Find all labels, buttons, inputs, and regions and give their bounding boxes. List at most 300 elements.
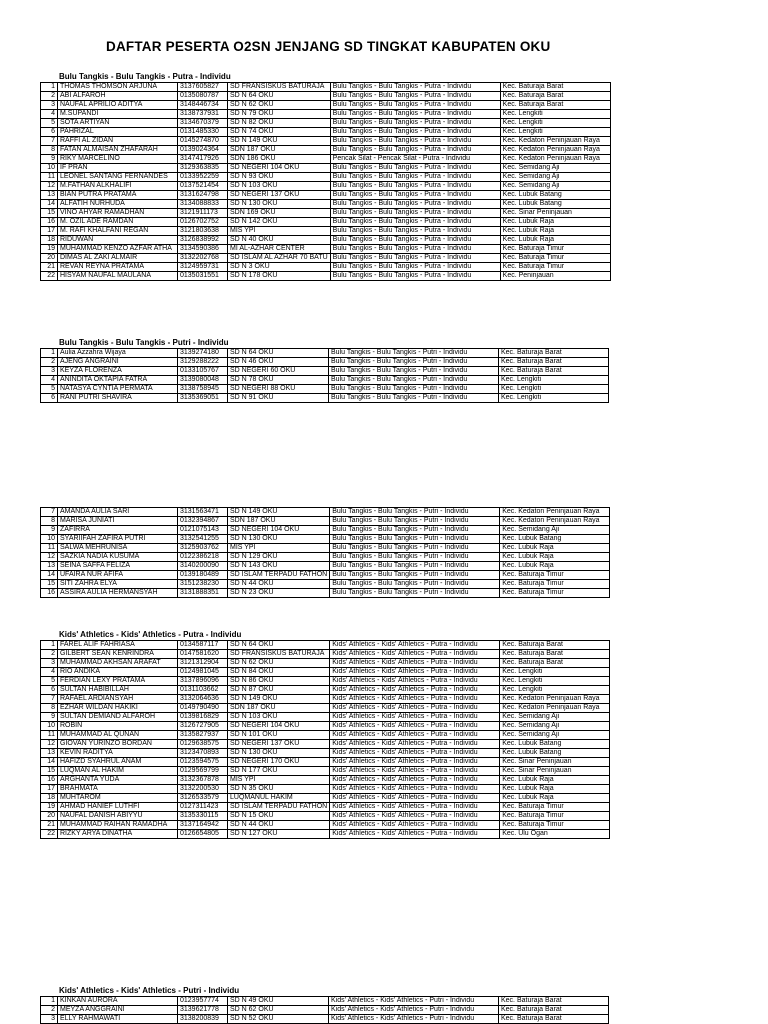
competition-category-cell: Kids' Athletics - Kids' Athletics - Putra - Individu bbox=[330, 830, 500, 839]
participant-name-cell: M. OZIL ADE RAMDAN bbox=[58, 218, 178, 227]
competition-category-cell: Kids' Athletics - Kids' Athletics - Putra - Individu bbox=[330, 776, 500, 785]
row-number-cell: 12 bbox=[41, 740, 58, 749]
row-number-cell: 4 bbox=[41, 110, 58, 119]
school-name-cell: SD N 49 OKU bbox=[228, 997, 329, 1006]
table-row bbox=[41, 650, 610, 659]
participant-name-cell: DIMAS AL ZAKI ALMAIR bbox=[58, 254, 178, 263]
participant-name-cell: KEYZA FLORENZA bbox=[58, 367, 178, 376]
section-title: Bulu Tangkis - Bulu Tangkis - Putra - Individu bbox=[59, 72, 231, 81]
school-name-cell: SD ISLAM TERPADU FATHON bbox=[228, 803, 330, 812]
row-number-cell: 3 bbox=[41, 367, 58, 376]
row-number-cell: 2 bbox=[41, 1006, 58, 1015]
table-row bbox=[41, 794, 610, 803]
page-title: DAFTAR PESERTA O2SN JENJANG SD TINGKAT KABUPATEN OKU bbox=[106, 39, 551, 54]
district-cell: Kec. Lubuk Raja bbox=[500, 562, 610, 571]
row-number-cell: 22 bbox=[41, 830, 58, 839]
row-number-cell: 15 bbox=[41, 209, 58, 218]
participant-name-cell: ALFATIH NURHUDA bbox=[58, 200, 178, 209]
district-cell: Kec. Sinar Peninjauan bbox=[500, 767, 610, 776]
participant-name-cell: REVAN REYNA PRATAMA bbox=[58, 263, 178, 272]
school-name-cell: SD N 64 OKU bbox=[228, 92, 331, 101]
competition-category-cell: Bulu Tangkis - Bulu Tangkis - Putra - Individu bbox=[330, 164, 500, 173]
district-cell: Kec. Lubuk Raja bbox=[500, 236, 610, 245]
school-name-cell: SD N 93 OKU bbox=[228, 173, 331, 182]
participant-name-cell: ARGHANTA YUDA bbox=[58, 776, 178, 785]
competition-category-cell: Bulu Tangkis - Bulu Tangkis - Putri - Individu bbox=[329, 367, 499, 376]
district-cell: Kec. Baturaja Barat bbox=[499, 1015, 609, 1024]
district-cell: Kec. Kedaton Peninjauan Raya bbox=[500, 137, 610, 146]
table-row bbox=[41, 659, 610, 668]
school-name-cell: SD N 149 OKU bbox=[228, 508, 330, 517]
table-row bbox=[41, 758, 610, 767]
participant-name-cell: ELLY RAHMAWATI bbox=[58, 1015, 178, 1024]
participant-name-cell: LEONEL SANTANG FERNANDES bbox=[58, 173, 178, 182]
nisn-cell: 3138200839 bbox=[178, 1015, 228, 1024]
participant-name-cell: SULTAN HABIBILLAH bbox=[58, 686, 178, 695]
table-row bbox=[41, 245, 611, 254]
nisn-cell: 3131563471 bbox=[178, 508, 228, 517]
table-row bbox=[41, 236, 611, 245]
participant-name-cell: FERDIAN LEXY PRATAMA bbox=[58, 677, 178, 686]
competition-category-cell: Kids' Athletics - Kids' Athletics - Putra - Individu bbox=[330, 686, 500, 695]
row-number-cell: 1 bbox=[41, 83, 58, 92]
school-name-cell: SD NEGERI 137 OKU bbox=[228, 740, 330, 749]
district-cell: Kec. Baturaja Timur bbox=[500, 571, 610, 580]
table-row bbox=[41, 776, 610, 785]
row-number-cell: 5 bbox=[41, 119, 58, 128]
competition-category-cell: Bulu Tangkis - Bulu Tangkis - Putri - Individu bbox=[329, 394, 499, 403]
competition-category-cell: Pencak Silat - Pencak Silat - Putra - Individu bbox=[330, 155, 500, 164]
table-row bbox=[41, 101, 611, 110]
district-cell: Kec. Baturaja Timur bbox=[500, 580, 610, 589]
school-name-cell: SD N 78 OKU bbox=[228, 376, 329, 385]
table-row bbox=[41, 668, 610, 677]
row-number-cell: 9 bbox=[41, 713, 58, 722]
nisn-cell: 0135080787 bbox=[178, 92, 228, 101]
competition-category-cell: Bulu Tangkis - Bulu Tangkis - Putra - Individu bbox=[330, 83, 500, 92]
district-cell: Kec. Baturaja Barat bbox=[500, 659, 610, 668]
table-row bbox=[41, 1015, 609, 1024]
table-row bbox=[41, 722, 610, 731]
row-number-cell: 10 bbox=[41, 535, 58, 544]
nisn-cell: 0131485330 bbox=[178, 128, 228, 137]
participant-name-cell: AJENG ANGRAINI bbox=[58, 358, 178, 367]
school-name-cell: SD NEGERI 170 OKU bbox=[228, 758, 330, 767]
competition-category-cell: Bulu Tangkis - Bulu Tangkis - Putra - Individu bbox=[330, 245, 500, 254]
nisn-cell: 3131624798 bbox=[178, 191, 228, 200]
district-cell: Kec. Semidang Aji bbox=[500, 722, 610, 731]
competition-category-cell: Bulu Tangkis - Bulu Tangkis - Putri - Individu bbox=[329, 349, 499, 358]
participant-name-cell: M. RAFI KHALFANI REGAN bbox=[58, 227, 178, 236]
competition-category-cell: Bulu Tangkis - Bulu Tangkis - Putri - Individu bbox=[330, 553, 500, 562]
competition-category-cell: Bulu Tangkis - Bulu Tangkis - Putri - Individu bbox=[329, 385, 499, 394]
school-name-cell: SD N 149 OKU bbox=[228, 137, 331, 146]
competition-category-cell: Bulu Tangkis - Bulu Tangkis - Putri - Individu bbox=[329, 376, 499, 385]
competition-category-cell: Bulu Tangkis - Bulu Tangkis - Putra - Individu bbox=[330, 137, 500, 146]
row-number-cell: 16 bbox=[41, 218, 58, 227]
competition-category-cell: Kids' Athletics - Kids' Athletics - Putra - Individu bbox=[330, 785, 500, 794]
table-row bbox=[41, 589, 610, 598]
school-name-cell: SDN 169 OKU bbox=[228, 209, 331, 218]
table-row bbox=[41, 83, 611, 92]
school-name-cell: SD N 86 OKU bbox=[228, 677, 330, 686]
district-cell: Kec. Lubuk Batang bbox=[500, 191, 610, 200]
district-cell: Kec. Kedaton Peninjauan Raya bbox=[500, 704, 610, 713]
district-cell: Kec. Baturaja Timur bbox=[500, 821, 610, 830]
participant-name-cell: NAUFAL DANISH ABIYYU bbox=[58, 812, 178, 821]
participant-name-cell: PAHRIZAL bbox=[58, 128, 178, 137]
row-number-cell: 20 bbox=[41, 254, 58, 263]
nisn-cell: 3139621778 bbox=[178, 1006, 228, 1015]
row-number-cell: 20 bbox=[41, 812, 58, 821]
district-cell: Kec. Baturaja Barat bbox=[499, 1006, 609, 1015]
table-row bbox=[41, 553, 610, 562]
school-name-cell: SD N 52 OKU bbox=[228, 1015, 329, 1024]
participant-name-cell: NAUFAL APRILIO ADITYA bbox=[58, 101, 178, 110]
competition-category-cell: Bulu Tangkis - Bulu Tangkis - Putri - Individu bbox=[329, 358, 499, 367]
district-cell: Kec. Baturaja Barat bbox=[499, 997, 609, 1006]
row-number-cell: 14 bbox=[41, 200, 58, 209]
competition-category-cell: Kids' Athletics - Kids' Athletics - Putri - Individu bbox=[329, 1015, 499, 1024]
district-cell: Kec. Baturaja Timur bbox=[500, 245, 610, 254]
competition-category-cell: Kids' Athletics - Kids' Athletics - Putra - Individu bbox=[330, 767, 500, 776]
nisn-cell: 0139816829 bbox=[178, 713, 228, 722]
nisn-cell: 3151238230 bbox=[178, 580, 228, 589]
table-row bbox=[41, 641, 610, 650]
competition-category-cell: Bulu Tangkis - Bulu Tangkis - Putri - Individu bbox=[330, 517, 500, 526]
district-cell: Kec. Lubuk Raja bbox=[500, 785, 610, 794]
competition-category-cell: Bulu Tangkis - Bulu Tangkis - Putra - Individu bbox=[330, 209, 500, 218]
district-cell: Kec. Lubuk Raja bbox=[500, 794, 610, 803]
school-name-cell: SD N 178 OKU bbox=[228, 272, 331, 281]
school-name-cell: SD N 84 OKU bbox=[228, 668, 330, 677]
table-row bbox=[41, 526, 610, 535]
participant-name-cell: ROBIN bbox=[58, 722, 178, 731]
district-cell: Kec. Lengkiti bbox=[500, 668, 610, 677]
school-name-cell: SD N 130 OKU bbox=[228, 749, 330, 758]
competition-category-cell: Kids' Athletics - Kids' Athletics - Putra - Individu bbox=[330, 740, 500, 749]
school-name-cell: SD N 64 OKU bbox=[228, 641, 330, 650]
participant-name-cell: RAFFI AL ZIDAN bbox=[58, 137, 178, 146]
nisn-cell: 3126838992 bbox=[178, 236, 228, 245]
district-cell: Kec. Lengkiti bbox=[500, 677, 610, 686]
row-number-cell: 1 bbox=[41, 349, 58, 358]
nisn-cell: 3132064636 bbox=[178, 695, 228, 704]
district-cell: Kec. Baturaja Barat bbox=[499, 358, 609, 367]
district-cell: Kec. Kedaton Peninjauan Raya bbox=[500, 695, 610, 704]
school-name-cell: SD N 143 OKU bbox=[228, 562, 330, 571]
nisn-cell: 0137521454 bbox=[178, 182, 228, 191]
nisn-cell: 3137605827 bbox=[178, 83, 228, 92]
participant-name-cell: SOTA ARTIYAN bbox=[58, 119, 178, 128]
district-cell: Kec. Lengkiti bbox=[500, 119, 610, 128]
competition-category-cell: Bulu Tangkis - Bulu Tangkis - Putra - Individu bbox=[330, 173, 500, 182]
district-cell: Kec. Lubuk Raja bbox=[500, 227, 610, 236]
school-name-cell: SD N 46 OKU bbox=[228, 358, 329, 367]
participant-name-cell: M.FATHAN ALKHALIFI bbox=[58, 182, 178, 191]
row-number-cell: 18 bbox=[41, 236, 58, 245]
participant-name-cell: GILBERT SEAN KENRINDRA bbox=[58, 650, 178, 659]
school-name-cell: SD N 129 OKU bbox=[228, 553, 330, 562]
school-name-cell: SD N 44 OKU bbox=[228, 580, 330, 589]
district-cell: Kec. Baturaja Barat bbox=[500, 83, 610, 92]
table-row bbox=[41, 713, 610, 722]
table-row bbox=[41, 535, 610, 544]
participant-name-cell: MARISA JUNIATI bbox=[58, 517, 178, 526]
row-number-cell: 11 bbox=[41, 544, 58, 553]
nisn-cell: 3132367878 bbox=[178, 776, 228, 785]
table-row bbox=[41, 182, 611, 191]
row-number-cell: 13 bbox=[41, 749, 58, 758]
competition-category-cell: Bulu Tangkis - Bulu Tangkis - Putra - Individu bbox=[330, 128, 500, 137]
district-cell: Kec. Kedaton Peninjauan Raya bbox=[500, 146, 610, 155]
school-name-cell: MIS YPI bbox=[228, 544, 330, 553]
school-name-cell: SD N 74 OKU bbox=[228, 128, 331, 137]
nisn-cell: 0135031551 bbox=[178, 272, 228, 281]
table-row bbox=[41, 209, 611, 218]
table-row bbox=[41, 367, 609, 376]
row-number-cell: 8 bbox=[41, 146, 58, 155]
district-cell: Kec. Lubuk Batang bbox=[500, 535, 610, 544]
table-row bbox=[41, 812, 610, 821]
table-row bbox=[41, 200, 611, 209]
nisn-cell: 3148446734 bbox=[178, 101, 228, 110]
participant-name-cell: MUHAMMAD AKHSAN ARAFAT bbox=[58, 659, 178, 668]
district-cell: Kec. Kedaton Peninjauan Raya bbox=[500, 155, 610, 164]
district-cell: Kec. Lubuk Batang bbox=[500, 740, 610, 749]
table-row bbox=[41, 695, 610, 704]
participant-name-cell: SULTAN DEMIAND ALFAROH bbox=[58, 713, 178, 722]
competition-category-cell: Kids' Athletics - Kids' Athletics - Putra - Individu bbox=[330, 650, 500, 659]
participant-name-cell: SAZKIA NADIA KUSUMA bbox=[58, 553, 178, 562]
district-cell: Kec. Baturaja Timur bbox=[500, 589, 610, 598]
district-cell: Kec. Lubuk Raja bbox=[500, 776, 610, 785]
district-cell: Kec. Lengkiti bbox=[499, 376, 609, 385]
district-cell: Kec. Lubuk Raja bbox=[500, 553, 610, 562]
school-name-cell: SD N 79 OKU bbox=[228, 110, 331, 119]
competition-category-cell: Kids' Athletics - Kids' Athletics - Putra - Individu bbox=[330, 821, 500, 830]
nisn-cell: 3123470893 bbox=[178, 749, 228, 758]
nisn-cell: 3124959731 bbox=[178, 263, 228, 272]
nisn-cell: 0126654805 bbox=[178, 830, 228, 839]
nisn-cell: 3140200090 bbox=[178, 562, 228, 571]
row-number-cell: 10 bbox=[41, 164, 58, 173]
district-cell: Kec. Semidang Aji bbox=[500, 182, 610, 191]
school-name-cell: SD N 40 OKU bbox=[228, 236, 331, 245]
district-cell: Kec. Lubuk Batang bbox=[500, 200, 610, 209]
nisn-cell: 3126533579 bbox=[178, 794, 228, 803]
table-row bbox=[41, 358, 609, 367]
competition-category-cell: Kids' Athletics - Kids' Athletics - Putra - Individu bbox=[330, 794, 500, 803]
school-name-cell: SD N 62 OKU bbox=[228, 659, 330, 668]
participant-name-cell: MEYZA ANGGRAINI bbox=[58, 1006, 178, 1015]
row-number-cell: 13 bbox=[41, 562, 58, 571]
table-row bbox=[41, 785, 610, 794]
participant-name-cell: IF PRAN bbox=[58, 164, 178, 173]
nisn-cell: 3135369051 bbox=[178, 394, 228, 403]
row-number-cell: 18 bbox=[41, 794, 58, 803]
school-name-cell: SD NEGERI 104 OKU bbox=[228, 722, 330, 731]
participant-name-cell: RIKY MARCELINO bbox=[58, 155, 178, 164]
participant-name-cell: AHMAD HANIEF LUTHFI bbox=[58, 803, 178, 812]
school-name-cell: SD N 127 OKU bbox=[228, 830, 330, 839]
table-row bbox=[41, 544, 610, 553]
nisn-cell: 0147581620 bbox=[178, 650, 228, 659]
competition-category-cell: Bulu Tangkis - Bulu Tangkis - Putra - Individu bbox=[330, 272, 500, 281]
district-cell: Kec. Baturaja Timur bbox=[500, 812, 610, 821]
table-row bbox=[41, 254, 611, 263]
table-row bbox=[41, 830, 610, 839]
competition-category-cell: Kids' Athletics - Kids' Athletics - Putra - Individu bbox=[330, 695, 500, 704]
participant-name-cell: RIZKY ARYA DINATHA bbox=[58, 830, 178, 839]
participant-name-cell: Aulia Azzahra Wijaya bbox=[58, 349, 178, 358]
competition-category-cell: Kids' Athletics - Kids' Athletics - Putra - Individu bbox=[330, 812, 500, 821]
row-number-cell: 7 bbox=[41, 137, 58, 146]
competition-category-cell: Bulu Tangkis - Bulu Tangkis - Putra - Individu bbox=[330, 182, 500, 191]
nisn-cell: 3129363835 bbox=[178, 164, 228, 173]
competition-category-cell: Kids' Athletics - Kids' Athletics - Putra - Individu bbox=[330, 713, 500, 722]
participants-table-kids-athletics-boys bbox=[40, 640, 610, 839]
school-name-cell: SD NEGERI 104 OKU bbox=[228, 164, 331, 173]
competition-category-cell: Bulu Tangkis - Bulu Tangkis - Putra - Individu bbox=[330, 200, 500, 209]
participant-name-cell: RANI PUTRI SHAVIRA bbox=[58, 394, 178, 403]
table-row bbox=[41, 146, 611, 155]
competition-category-cell: Bulu Tangkis - Bulu Tangkis - Putra - Individu bbox=[330, 101, 500, 110]
nisn-cell: 0139024364 bbox=[178, 146, 228, 155]
participant-name-cell: KINKAN AURORA bbox=[58, 997, 178, 1006]
row-number-cell: 14 bbox=[41, 758, 58, 767]
row-number-cell: 12 bbox=[41, 553, 58, 562]
district-cell: Kec. Kedaton Peninjauan Raya bbox=[500, 508, 610, 517]
competition-category-cell: Kids' Athletics - Kids' Athletics - Putra - Individu bbox=[330, 722, 500, 731]
school-name-cell: MIS YPI bbox=[228, 227, 331, 236]
competition-category-cell: Bulu Tangkis - Bulu Tangkis - Putri - Individu bbox=[330, 580, 500, 589]
participants-table-badminton-girls bbox=[40, 348, 609, 403]
competition-category-cell: Kids' Athletics - Kids' Athletics - Putra - Individu bbox=[330, 641, 500, 650]
competition-category-cell: Kids' Athletics - Kids' Athletics - Putra - Individu bbox=[330, 758, 500, 767]
participant-name-cell: FAREL ALIF FAHRIASA bbox=[58, 641, 178, 650]
participant-name-cell: MUHAMMAD RAIHAN RAMADHA bbox=[58, 821, 178, 830]
competition-category-cell: Kids' Athletics - Kids' Athletics - Putri - Individu bbox=[329, 1006, 499, 1015]
nisn-cell: 3121911173 bbox=[178, 209, 228, 218]
school-name-cell: SD N 103 OKU bbox=[228, 713, 330, 722]
row-number-cell: 13 bbox=[41, 191, 58, 200]
nisn-cell: 3138758945 bbox=[178, 385, 228, 394]
nisn-cell: 3126727905 bbox=[178, 722, 228, 731]
participant-name-cell: ANINDITA OKTAPIA FATRA bbox=[58, 376, 178, 385]
competition-category-cell: Kids' Athletics - Kids' Athletics - Putra - Individu bbox=[330, 659, 500, 668]
nisn-cell: 3139080048 bbox=[178, 376, 228, 385]
row-number-cell: 9 bbox=[41, 155, 58, 164]
competition-category-cell: Kids' Athletics - Kids' Athletics - Putri - Individu bbox=[329, 997, 499, 1006]
row-number-cell: 12 bbox=[41, 182, 58, 191]
table-row bbox=[41, 119, 611, 128]
competition-category-cell: Bulu Tangkis - Bulu Tangkis - Putra - Individu bbox=[330, 218, 500, 227]
table-row bbox=[41, 263, 611, 272]
competition-category-cell: Bulu Tangkis - Bulu Tangkis - Putra - Individu bbox=[330, 119, 500, 128]
participant-name-cell: MUHAMMAD KENZO AZFAR ATHA bbox=[58, 245, 178, 254]
competition-category-cell: Kids' Athletics - Kids' Athletics - Putra - Individu bbox=[330, 704, 500, 713]
section-title: Bulu Tangkis - Bulu Tangkis - Putri - Individu bbox=[59, 338, 229, 347]
school-name-cell: SD N 149 OKU bbox=[228, 695, 330, 704]
table-row bbox=[41, 997, 609, 1006]
row-number-cell: 19 bbox=[41, 803, 58, 812]
table-row bbox=[41, 227, 611, 236]
row-number-cell: 9 bbox=[41, 526, 58, 535]
row-number-cell: 17 bbox=[41, 227, 58, 236]
school-name-cell: SD N 91 OKU bbox=[228, 394, 329, 403]
table-row bbox=[41, 155, 611, 164]
row-number-cell: 10 bbox=[41, 722, 58, 731]
competition-category-cell: Bulu Tangkis - Bulu Tangkis - Putra - Individu bbox=[330, 92, 500, 101]
school-name-cell: SDN 187 OKU bbox=[228, 517, 330, 526]
table-row bbox=[41, 137, 611, 146]
nisn-cell: 3147417926 bbox=[178, 155, 228, 164]
section-title: Kids' Athletics - Kids' Athletics - Putra - Individu bbox=[59, 630, 242, 639]
school-name-cell: SD N 3 OKU bbox=[228, 263, 331, 272]
school-name-cell: SDN 187 OKU bbox=[228, 704, 330, 713]
table-row bbox=[41, 704, 610, 713]
school-name-cell: SD N 64 OKU bbox=[228, 349, 329, 358]
table-row bbox=[41, 767, 610, 776]
nisn-cell: 3134590386 bbox=[178, 245, 228, 254]
participant-name-cell: HISYAM NAUFAL MAULANA bbox=[58, 272, 178, 281]
table-row bbox=[41, 128, 611, 137]
participant-name-cell: HAFIZD SYAHRUL ANAM bbox=[58, 758, 178, 767]
district-cell: Kec. Peninjauan bbox=[500, 272, 610, 281]
nisn-cell: 3131888351 bbox=[178, 589, 228, 598]
table-row bbox=[41, 803, 610, 812]
table-row bbox=[41, 173, 611, 182]
competition-category-cell: Bulu Tangkis - Bulu Tangkis - Putri - Individu bbox=[330, 535, 500, 544]
competition-category-cell: Kids' Athletics - Kids' Athletics - Putra - Individu bbox=[330, 677, 500, 686]
participant-name-cell: SYARIIFAH ZAFIRA PUTRI bbox=[58, 535, 178, 544]
school-name-cell: SD N 130 OKU bbox=[228, 535, 330, 544]
participant-name-cell: UFAIRA NUR AFIFA bbox=[58, 571, 178, 580]
nisn-cell: 0133105767 bbox=[178, 367, 228, 376]
district-cell: Kec. Lengkiti bbox=[499, 394, 609, 403]
participant-name-cell: MUHAMMAD AL QUNAN bbox=[58, 731, 178, 740]
school-name-cell: SD N 142 OKU bbox=[228, 218, 331, 227]
table-row bbox=[41, 164, 611, 173]
participant-name-cell: LUQMAN AL HAKIM bbox=[58, 767, 178, 776]
school-name-cell: SD N 62 OKU bbox=[228, 101, 331, 110]
table-row bbox=[41, 562, 610, 571]
participant-name-cell: RIDUWAN bbox=[58, 236, 178, 245]
row-number-cell: 16 bbox=[41, 589, 58, 598]
participants-table-badminton-boys bbox=[40, 82, 611, 281]
competition-category-cell: Bulu Tangkis - Bulu Tangkis - Putri - Individu bbox=[330, 526, 500, 535]
school-name-cell: SD ISLAM AL AZHAR 70 BATU bbox=[228, 254, 331, 263]
participant-name-cell: NATASYA CYNTIA PERMATA bbox=[58, 385, 178, 394]
district-cell: Kec. Baturaja Barat bbox=[499, 367, 609, 376]
school-name-cell: SD NEGERI 137 OKU bbox=[228, 191, 331, 200]
nisn-cell: 0131103662 bbox=[178, 686, 228, 695]
row-number-cell: 8 bbox=[41, 704, 58, 713]
row-number-cell: 7 bbox=[41, 508, 58, 517]
participants-table-kids-athletics-girls bbox=[40, 996, 609, 1024]
competition-category-cell: Bulu Tangkis - Bulu Tangkis - Putri - Individu bbox=[330, 508, 500, 517]
district-cell: Kec. Baturaja Barat bbox=[500, 92, 610, 101]
district-cell: Kec. Baturaja Barat bbox=[500, 650, 610, 659]
table-row bbox=[41, 686, 610, 695]
school-name-cell: SD N 130 OKU bbox=[228, 200, 331, 209]
row-number-cell: 6 bbox=[41, 686, 58, 695]
competition-category-cell: Bulu Tangkis - Bulu Tangkis - Putra - Individu bbox=[330, 110, 500, 119]
nisn-cell: 0126702752 bbox=[178, 218, 228, 227]
competition-category-cell: Bulu Tangkis - Bulu Tangkis - Putri - Individu bbox=[330, 562, 500, 571]
row-number-cell: 11 bbox=[41, 173, 58, 182]
